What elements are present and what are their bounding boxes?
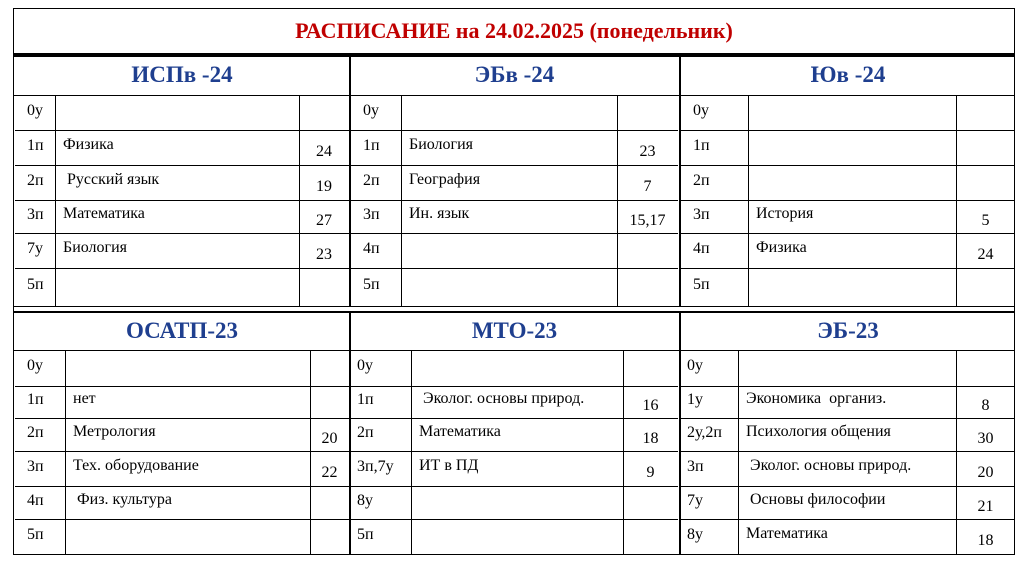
- lesson-slot: 1п: [357, 391, 374, 408]
- lesson-slot: 4п: [27, 491, 44, 509]
- row-rule: [351, 386, 678, 387]
- room-number: 18: [977, 532, 994, 549]
- subject-name: Русский язык: [63, 170, 160, 188]
- row-rule: [351, 519, 678, 520]
- subject-name: нет: [73, 390, 96, 407]
- lesson-slot: 5п: [27, 276, 44, 293]
- subject-name: Эколог. основы природ.: [419, 390, 585, 407]
- lesson-slot: 3п: [363, 205, 380, 223]
- subject-name: Тех. оборудование: [73, 456, 199, 474]
- header-bottom-rule: [13, 95, 1015, 96]
- lesson-slot: 3п: [693, 205, 710, 223]
- lesson-slot: 3п,7у: [357, 457, 394, 475]
- row-rule: [351, 165, 678, 166]
- row-rule: [681, 200, 1015, 201]
- room-number: 22: [321, 463, 338, 481]
- row-rule: [15, 200, 349, 201]
- subject-name: Ин. язык: [409, 204, 470, 222]
- room-number: 9: [646, 463, 655, 481]
- room-number: 15,17: [629, 211, 666, 229]
- lesson-slot: 0у: [363, 101, 379, 119]
- row-rule: [15, 233, 349, 234]
- room-number: 19: [316, 177, 332, 195]
- column-rule: [65, 350, 66, 555]
- lesson-slot: 1п: [27, 136, 44, 154]
- row-rule: [15, 418, 349, 419]
- lesson-slot: 1п: [27, 391, 44, 408]
- row-rule: [351, 486, 678, 487]
- lesson-slot: 0у: [693, 101, 709, 119]
- lesson-slot: 0у: [27, 357, 43, 374]
- room-number: 18: [642, 429, 659, 447]
- room-number: 27: [316, 211, 332, 229]
- room-number: 5: [981, 211, 990, 229]
- subject-name: Психология общения: [746, 422, 891, 440]
- subject-name: История: [756, 204, 814, 222]
- row-rule: [681, 165, 1015, 166]
- schedule-title: РАСПИСАНИЕ на 24.02.2025 (понедельник): [13, 8, 1015, 55]
- subject-name: Биология: [409, 135, 474, 153]
- row-rule: [681, 233, 1015, 234]
- row-rule: [15, 130, 349, 131]
- group-title: Юв -24: [810, 62, 886, 87]
- room-number: 24: [316, 142, 332, 160]
- group-title: ОСАТП-23: [125, 317, 239, 343]
- lesson-slot: 5п: [693, 276, 710, 293]
- room-number: 20: [321, 429, 338, 447]
- room-number: 20: [977, 463, 994, 481]
- row-rule: [15, 486, 349, 487]
- lesson-slot: 3п: [687, 457, 704, 475]
- column-rule: [411, 350, 412, 555]
- subject-name: Математика: [746, 525, 828, 542]
- row-rule: [681, 386, 1015, 387]
- room-number: 23: [639, 142, 656, 160]
- column-rule: [310, 350, 311, 555]
- lesson-slot: 2п: [357, 423, 374, 441]
- subject-name: Основы философии: [746, 490, 886, 508]
- row-rule: [351, 233, 678, 234]
- subject-name: География: [409, 170, 481, 188]
- subject-name: Физика: [63, 135, 114, 153]
- lesson-slot: 7у: [27, 239, 43, 257]
- lesson-slot: 4п: [363, 239, 380, 257]
- room-number: 16: [642, 397, 659, 414]
- group-title: ЭБ-23: [817, 317, 879, 343]
- subject-name: Математика: [63, 204, 145, 222]
- lesson-slot: 3п: [27, 205, 44, 223]
- subject-name: Физ. культура: [73, 490, 172, 508]
- lesson-slot: 0у: [357, 357, 373, 374]
- lesson-slot: 3п: [27, 457, 44, 475]
- row-rule: [681, 130, 1015, 131]
- row-rule: [15, 451, 349, 452]
- row-rule: [351, 451, 678, 452]
- lesson-slot: 1у: [687, 391, 703, 408]
- lesson-slot: 4п: [693, 239, 710, 257]
- lesson-slot: 0у: [687, 357, 703, 374]
- header-bottom-rule: [13, 350, 1015, 351]
- row-rule: [15, 165, 349, 166]
- column-rule: [623, 350, 624, 555]
- lesson-slot: 2п: [27, 423, 44, 441]
- row-rule: [351, 200, 678, 201]
- subject-name: Метрология: [73, 422, 156, 440]
- lesson-slot: 2у,2п: [687, 423, 722, 441]
- lesson-slot: 0у: [27, 101, 43, 119]
- row-rule: [15, 386, 349, 387]
- subject-name: Эколог. основы природ.: [746, 456, 912, 474]
- row-rule: [351, 268, 678, 269]
- subject-name: ИТ в ПД: [419, 456, 479, 474]
- subject-name: Экономика организ.: [746, 390, 887, 407]
- subject-name: Биология: [63, 238, 128, 256]
- lesson-slot: 8у: [357, 491, 373, 509]
- row-rule: [681, 486, 1015, 487]
- room-number: 21: [977, 497, 994, 515]
- lesson-slot: 2п: [27, 171, 44, 189]
- row-rule: [15, 268, 349, 269]
- row-rule: [351, 418, 678, 419]
- lesson-slot: 5п: [357, 526, 374, 543]
- lesson-slot: 5п: [27, 526, 44, 543]
- room-number: 30: [977, 429, 994, 447]
- lesson-slot: 5п: [363, 276, 380, 293]
- lesson-slot: 7у: [687, 491, 703, 509]
- lesson-slot: 2п: [693, 171, 710, 189]
- row-rule: [681, 418, 1015, 419]
- column-rule: [738, 350, 739, 555]
- column-rule: [956, 350, 957, 555]
- room-number: 8: [981, 397, 990, 414]
- row-rule: [681, 268, 1015, 269]
- block-divider: [13, 306, 1015, 307]
- group-title: ИСПв -24: [131, 62, 233, 87]
- row-rule: [15, 519, 349, 520]
- row-rule: [351, 130, 678, 131]
- lesson-slot: 2п: [363, 171, 380, 189]
- lesson-slot: 1п: [363, 136, 380, 154]
- subject-name: Физика: [756, 238, 807, 256]
- lesson-slot: 1п: [693, 136, 710, 154]
- room-number: 24: [977, 245, 994, 263]
- row-rule: [681, 451, 1015, 452]
- group-title: ЭБв -24: [474, 62, 555, 87]
- group-title: МТО-23: [471, 317, 558, 343]
- room-number: 23: [316, 245, 332, 263]
- row-rule: [681, 519, 1015, 520]
- lesson-slot: 8у: [687, 526, 703, 543]
- room-number: 7: [643, 177, 652, 195]
- subject-name: Математика: [419, 422, 501, 440]
